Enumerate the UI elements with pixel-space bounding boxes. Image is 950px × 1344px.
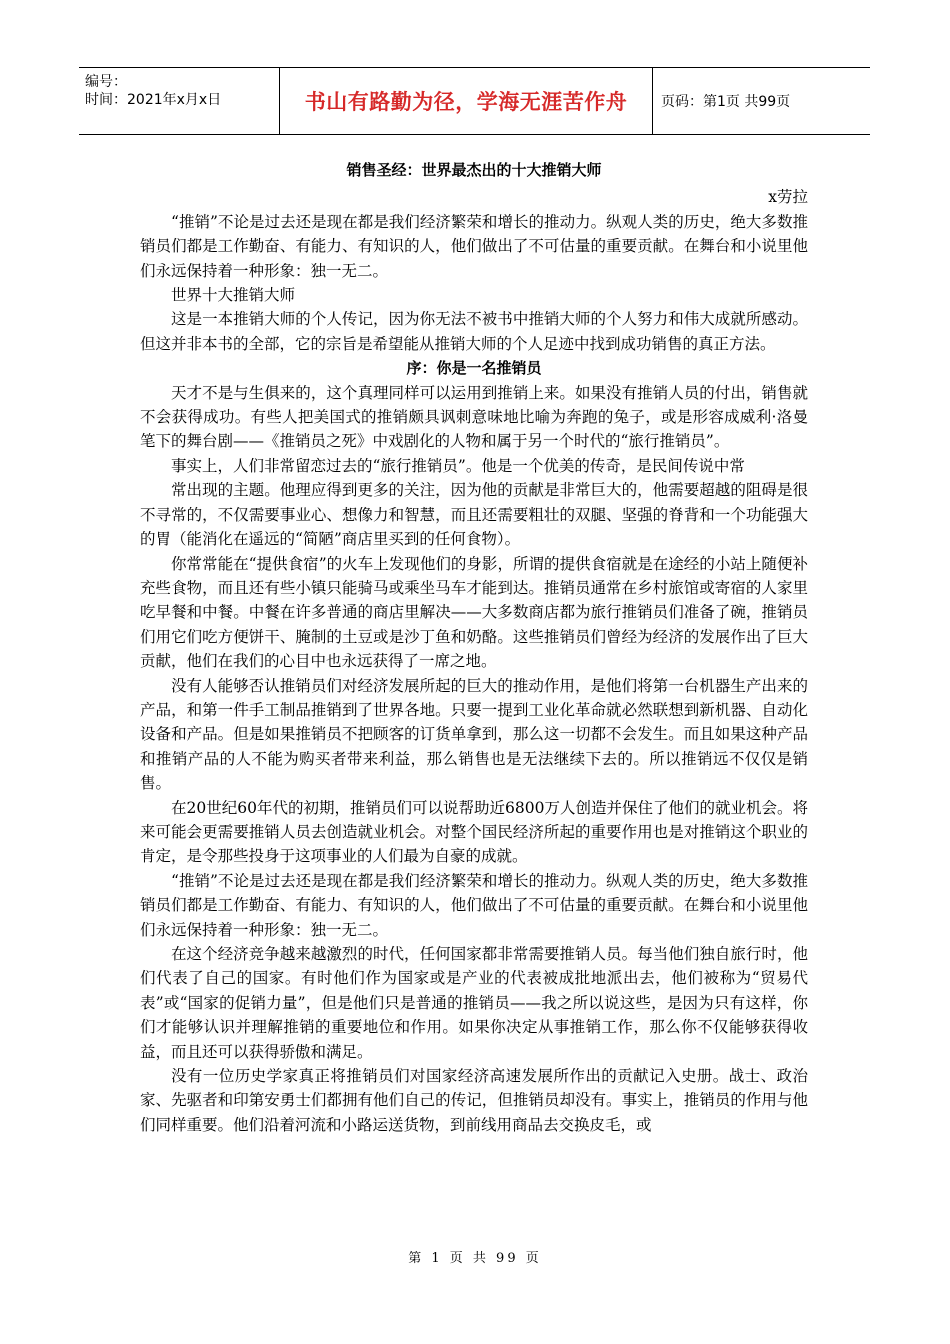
page-footer: 第 1 页 共 99 页	[408, 1251, 542, 1266]
paragraph: 在这个经济竞争越来越激烈的时代，任何国家都非常需要推销人员。每当他们独自旅行时，他们代表了自己的国家。有时他们作为国家或是产业的代表被成批地派出去，他们被称为“贸易代表”或“国家的促销力量”，但是他们只是普通的推销员——我之所以说这些，是因为只有这样，你们才能够认识并理解推销的重要地位和作用。如果你决定从事推销工作，那么你不仅能够获得收益，而且还可以获得骄傲和满足。	[140, 945, 808, 1061]
paragraph: 常出现的主题。他理应得到更多的关注，因为他的贡献是非常巨大的，他需要超越的阻碍是很不寻常的，不仅需要事业心、想像力和智慧，而且还需要粗壮的双腿、坚强的脊背和一个功能强大的胃（能消化在遥远的“简陋”商店里买到的任何食物）。	[140, 481, 808, 549]
header-table	[79, 67, 870, 135]
number-label: 编号：	[85, 74, 127, 90]
section-title: 序：你是一名推销员	[406, 359, 542, 378]
paragraph: 你常常能在“提供食宿”的火车上发现他们的身影，所谓的提供食宿就是在途经的小站上随便补充些食物，而且还有些小镇只能骑马或乘坐马车才能到达。推销员通常在乡村旅馆或寄宿的人家里吃早餐和中餐。中餐在许多普通的商店里解决——大多数商店都为旅行推销员们准备了碗，推销员们用它们吃方便饼干、腌制的土豆或是沙丁鱼和奶酪。这些推销员们曾经为经济的发展作出了巨大贡献，他们在我们的心目中也永远获得了一席之地。	[140, 554, 808, 671]
time-label: 时间：2021年x月x日	[85, 92, 222, 108]
header-page-label: 页码：第1页 共99页	[661, 94, 791, 110]
paragraph: 事实上，人们非常留恋过去的“旅行推销员”。他是一个优美的传奇，是民间传说中常	[171, 456, 745, 475]
paragraph: “推销”不论是过去还是现在都是我们经济繁荣和增长的推动力。纵观人类的历史，绝大多数推销员们都是工作勤奋、有能力、有知识的人，他们做出了不可估量的重要贡献。在舞台和小说里他们永远保持着一种形象：独一无二。	[140, 871, 808, 939]
paragraph: 没有人能够否认推销员们对经济发展所起的巨大的推动作用，是他们将第一台机器生产出来的产品，和第一件手工制品推销到了世界各地。只要一提到工业化革命就必然联想到新机器、自动化设备和产品。但是如果推销员不把顾客的订货单拿到，那么这一切都不会发生。而且如果这种产品和推销产品的人不能为购买者带来利益，那么销售也是无法继续下去的。所以推销远不仅仅是销售。	[140, 676, 808, 793]
paragraph: 这是一本推销大师的个人传记，因为你无法不被书中推销大师的个人努力和伟大成就所感动。但这并非本书的全部，它的宗旨是希望能从推销大师的个人足迹中找到成功销售的真正方法。	[140, 310, 808, 353]
paragraph: 没有一位历史学家真正将推销员们对国家经济高速发展所作出的贡献记入史册。战士、政治家、先驱者和印第安勇士们都拥有他们自己的传记，但推销员却没有。事实上，推销员的作用与他们同样重要。他们沿着河流和小路运送货物，到前线用商品去交换皮毛，或	[140, 1067, 808, 1134]
paragraph: 在20世纪60年代的初期，推销员们可以说帮助近6800万人创造并保住了他们的就业机会。将来可能会更需要推销人员去创造就业机会。对整个国民经济所起的重要作用也是对推销这个职业的肯定，是令那些投身于这项事业的人们最为自豪的成就。	[140, 798, 808, 866]
header-meta	[79, 68, 279, 134]
doc-author: x劳拉	[768, 188, 808, 207]
paragraph: “推销”不论是过去还是现在都是我们经济繁荣和增长的推动力。纵观人类的历史，绝大多数推销员们都是工作勤奋、有能力、有知识的人，他们做出了不可估量的重要贡献。在舞台和小说里他们永远保持着一种形象：独一无二。	[140, 212, 808, 280]
paragraph: 天才不是与生俱来的，这个真理同样可以运用到推销上来。如果没有推销人员的付出，销售就不会获得成功。有些人把美国式的推销颇具讽刺意味地比喻为奔跑的兔子，或是形容成威利·洛曼笔下的舞台剧——《推销员之死》中戏剧化的人物和属于另一个时代的“旅行推销员”。	[140, 383, 808, 451]
doc-title: 销售圣经：世界最杰出的十大推销大师	[346, 161, 602, 179]
paragraph: 世界十大推销大师	[171, 286, 296, 305]
document-body	[140, 158, 808, 1137]
header-motto: 书山有路勤为径，学海无涯苦作舟	[279, 68, 653, 134]
